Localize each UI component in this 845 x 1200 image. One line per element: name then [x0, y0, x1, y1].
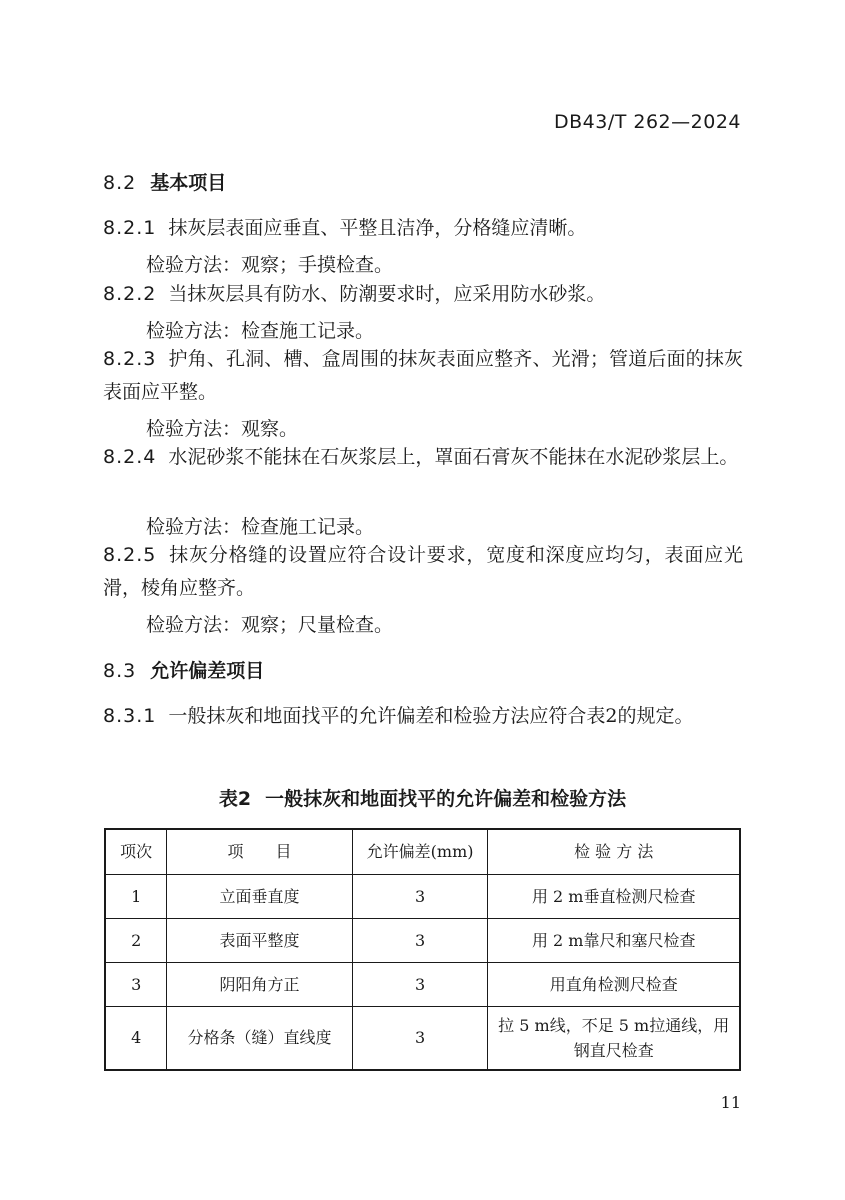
document-code: DB43/T 262—2024	[553, 111, 741, 133]
table-row	[105, 918, 740, 962]
clause-text: 抹灰分格缝的设置应符合设计要求，宽度和深度应均匀，表面应光滑，棱角应整齐。	[103, 544, 743, 599]
clause-number: 8.3.1	[103, 705, 157, 727]
cell-item: 阴阳角方正	[167, 962, 352, 1006]
cell-index: 2	[105, 918, 167, 962]
section-title: 允许偏差项目	[150, 660, 265, 682]
section-title: 基本项目	[150, 172, 227, 194]
clause-8-2-2	[103, 278, 743, 311]
clause-8-2-5	[103, 539, 743, 605]
clause-text: 抹灰层表面应垂直、平整且洁净，分格缝应清晰。	[168, 217, 587, 239]
table-row	[105, 962, 740, 1006]
clause-number: 8.2.1	[103, 217, 157, 239]
tolerance-table	[104, 828, 741, 1071]
clause-8-2-4	[103, 441, 743, 474]
cell-item: 表面平整度	[167, 918, 352, 962]
cell-tolerance: 3	[352, 918, 488, 962]
clause-8-2-1	[103, 212, 743, 245]
cell-index: 1	[105, 874, 167, 918]
cell-method: 用 2 m靠尺和塞尺检查	[488, 918, 740, 962]
section-number: 8.2	[103, 172, 137, 194]
clause-8-3-1	[103, 700, 743, 733]
clause-number: 8.2.4	[103, 446, 157, 468]
cell-tolerance: 3	[352, 1006, 488, 1070]
header-cell-method: 检 验 方 法	[488, 829, 740, 874]
table-number: 表2	[218, 788, 252, 810]
table-caption	[0, 784, 845, 811]
table-row	[105, 1006, 740, 1070]
clause-text: 当抹灰层具有防水、防潮要求时，应采用防水砂浆。	[168, 283, 606, 305]
clause-number: 8.2.2	[103, 283, 157, 305]
clause-number: 8.2.3	[103, 348, 157, 370]
cell-method: 用 2 m垂直检测尺检查	[488, 874, 740, 918]
cell-tolerance: 3	[352, 962, 488, 1006]
clause-text: 水泥砂浆不能抹在石灰浆层上，罩面石膏灰不能抹在水泥砂浆层上。	[168, 446, 739, 468]
section-heading-8-3	[103, 656, 264, 683]
inspection-method-8-2-4: 检验方法：检查施工记录。	[146, 516, 375, 538]
inspection-method-8-2-3: 检验方法：观察。	[146, 418, 299, 440]
table-row	[105, 874, 740, 918]
cell-tolerance: 3	[352, 874, 488, 918]
inspection-method-8-2-1: 检验方法：观察；手摸检查。	[146, 254, 394, 276]
section-heading-8-2	[103, 168, 226, 195]
section-number: 8.3	[103, 660, 137, 682]
clause-8-2-3	[103, 343, 743, 409]
cell-item: 立面垂直度	[167, 874, 352, 918]
cell-item: 分格条（缝）直线度	[167, 1006, 352, 1070]
clause-text: 一般抹灰和地面找平的允许偏差和检验方法应符合表2的规定。	[168, 705, 694, 727]
inspection-method-8-2-2: 检验方法：检查施工记录。	[146, 320, 375, 342]
cell-index: 4	[105, 1006, 167, 1070]
page-number: 11	[720, 1093, 741, 1112]
header-cell-index: 项次	[105, 829, 167, 874]
clause-text: 护角、孔洞、槽、盒周围的抹灰表面应整齐、光滑；管道后面的抹灰表面应平整。	[103, 348, 743, 403]
table-title: 一般抹灰和地面找平的允许偏差和检验方法	[265, 788, 627, 810]
cell-method: 用直角检测尺检查	[488, 962, 740, 1006]
cell-method: 拉 5 m线，不足 5 m拉通线，用钢直尺检查	[488, 1006, 740, 1070]
inspection-method-8-2-5: 检验方法：观察；尺量检查。	[146, 614, 394, 636]
header-cell-tolerance: 允许偏差(mm)	[352, 829, 488, 874]
header-cell-item: 项 目	[167, 829, 352, 874]
cell-index: 3	[105, 962, 167, 1006]
clause-number: 8.2.5	[103, 544, 157, 566]
table-header-row	[105, 829, 740, 874]
